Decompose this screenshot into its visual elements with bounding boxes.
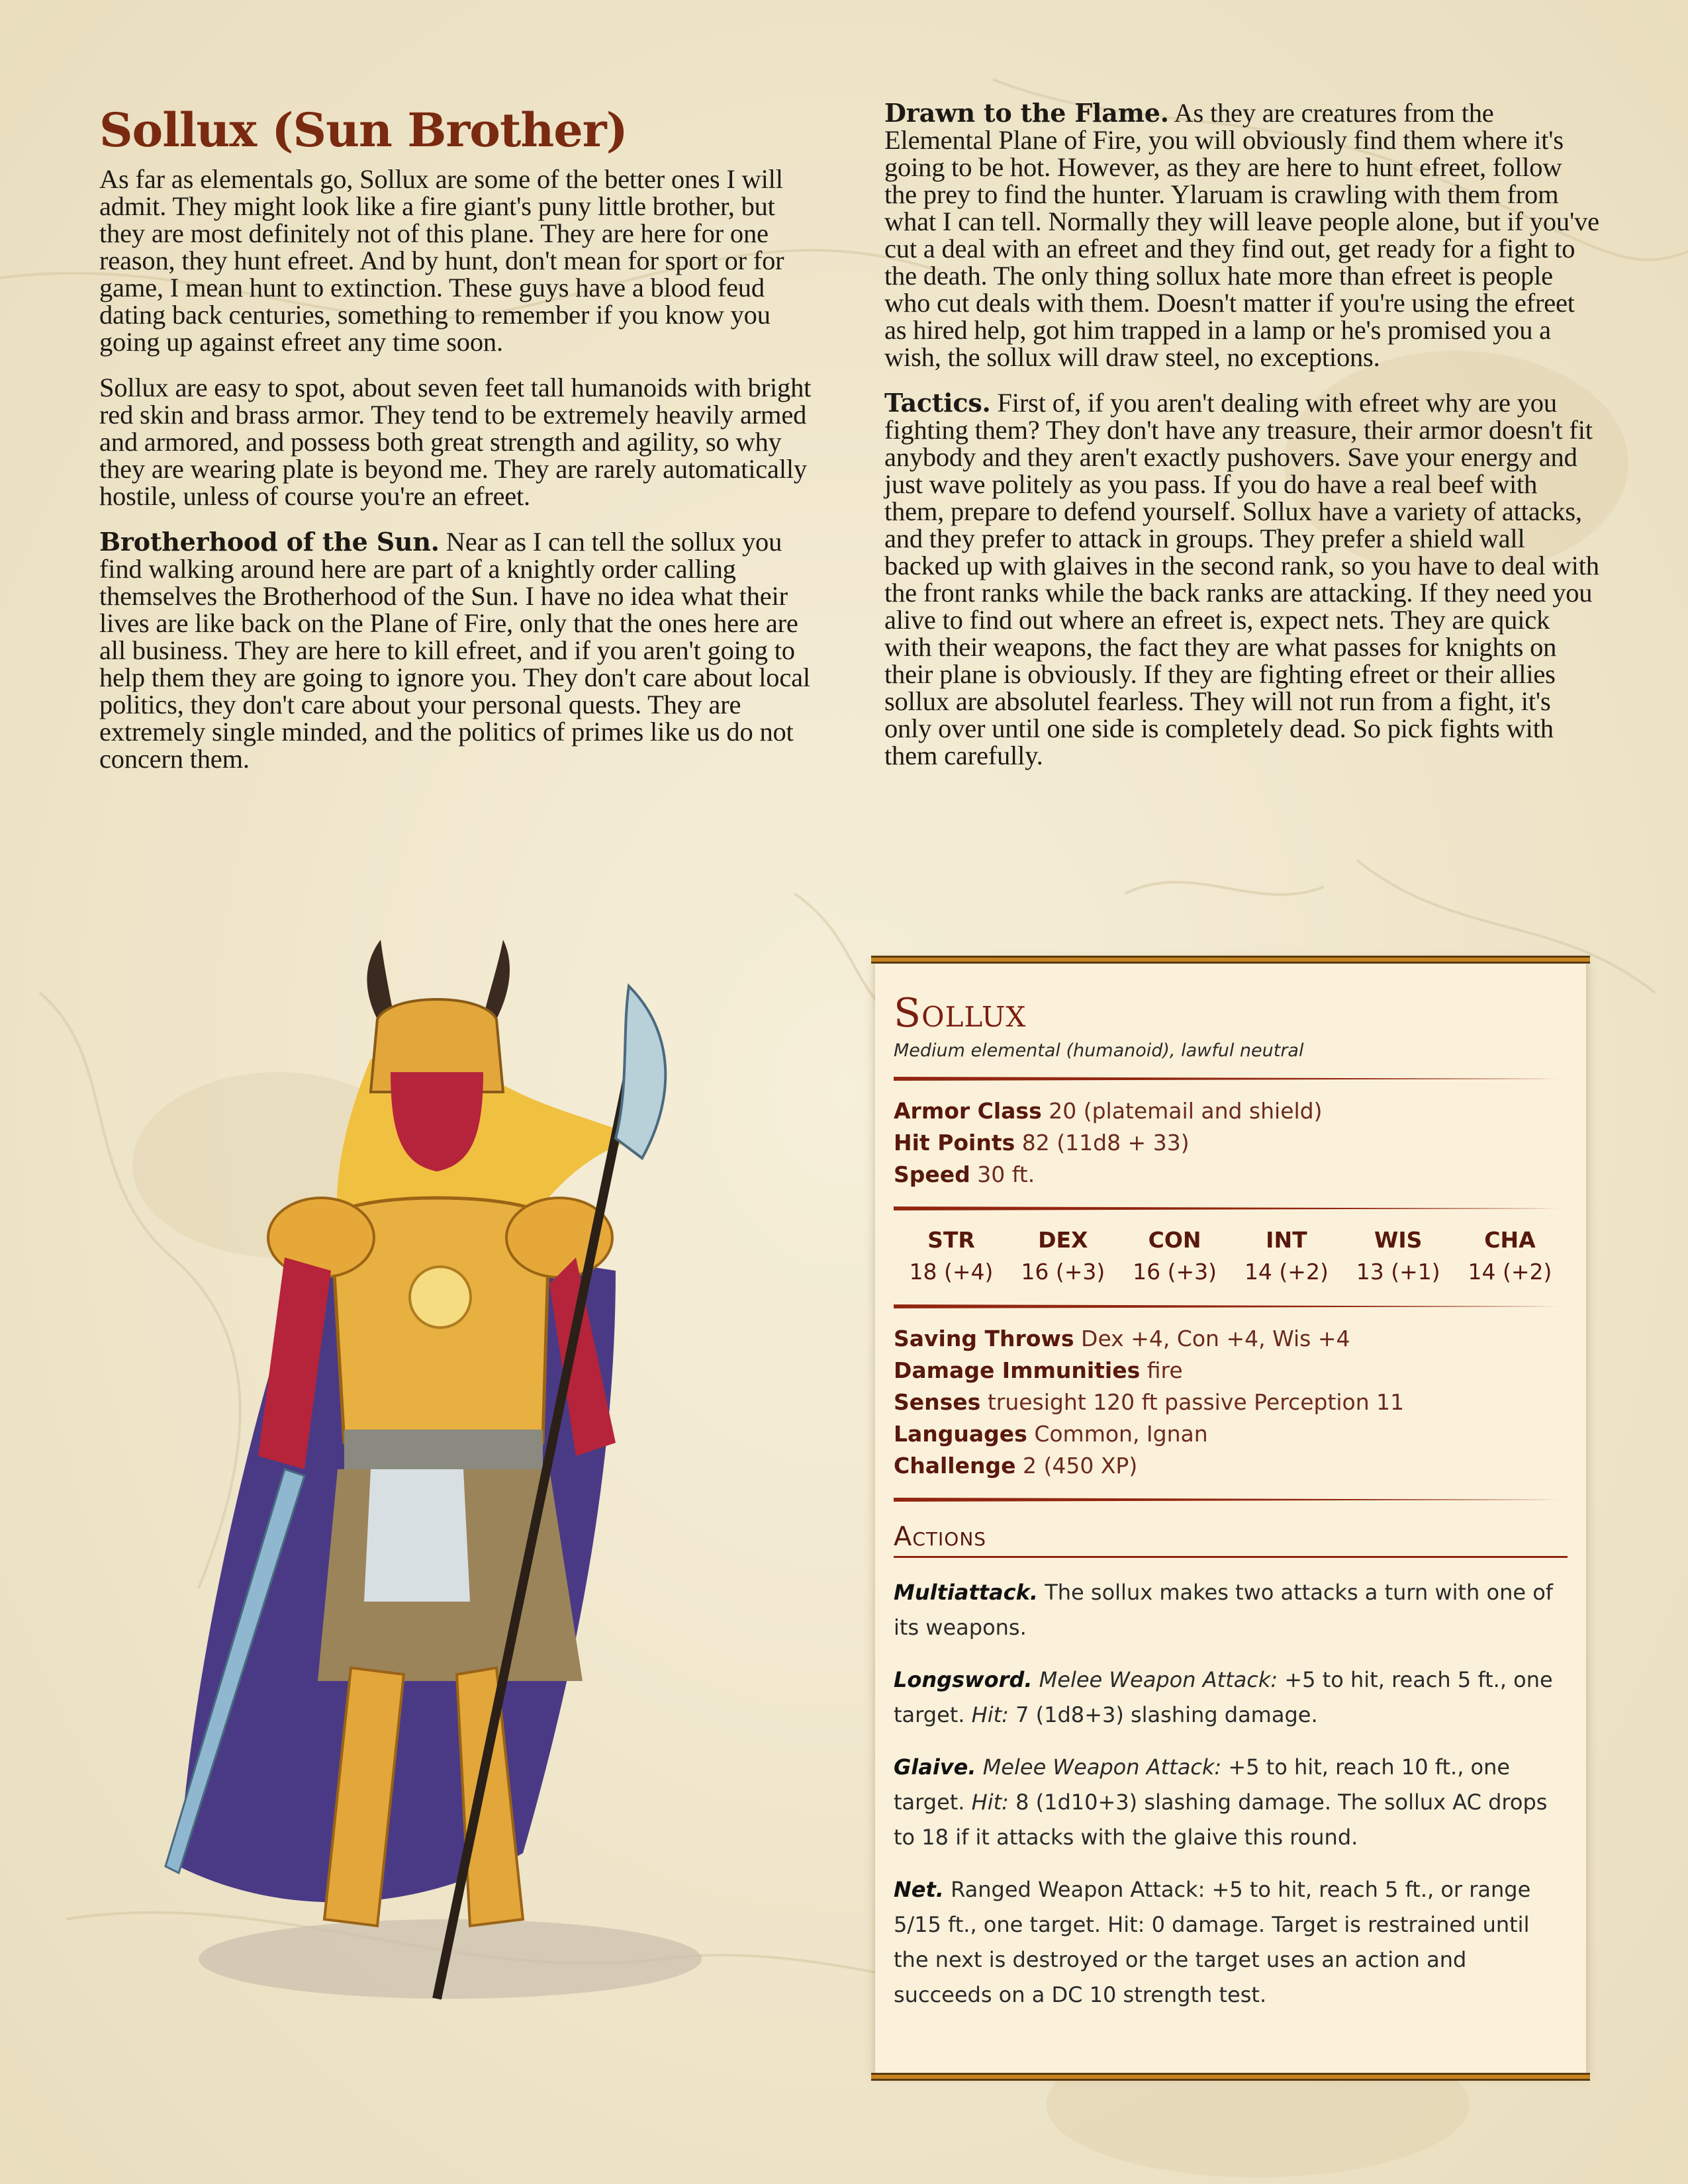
flame-paragraph (884, 99, 1599, 371)
action-text: +5 to hit, reach 5 ft., one target. (894, 1667, 1553, 1727)
brotherhood-heading: Brotherhood of the Sun. (99, 527, 440, 557)
ability-value: 13 (+1) (1356, 1259, 1440, 1285)
page-title: Sollux (Sun Brother) (99, 103, 628, 158)
saving-throws-label: Saving Throws (894, 1326, 1074, 1351)
monster-name: Sollux (894, 990, 1027, 1036)
action-name: Longsword. (894, 1667, 1033, 1692)
stat-block-top-bar (871, 956, 1590, 964)
intro-paragraph: As far as elementals go, Sollux are some of the better ones I will admit. They might look like a fire giant's puny little brother, but they are most definitely not of this plane. They are here for one reason, they hunt efreet. And by hunt, don't mean for sport or for game, I mean hunt to extinction. These guys have a blood feud dating back centuries, something to remember if you know you going up against efreet any time soon. (99, 164, 784, 357)
ability-value: 14 (+2) (1244, 1259, 1329, 1285)
monster-type: Medium elemental (humanoid), lawful neutral (894, 1040, 1304, 1061)
stat-block-bottom-bar (871, 2073, 1590, 2081)
ability-value: 18 (+4) (909, 1259, 994, 1285)
action-damage: 8 (1d10+3) slashing damage. The sollux AC drops to 18 if it attacks with the glaive this round. (894, 1790, 1548, 1850)
flame-text: As they are creatures from the Elemental Plane of Fire, you will obviously find them where it's going to be hot. However, as they are here to hunt efreet, follow the prey to find the hunter. Ylaruam is crawling with them from what I can tell. Normally they will leave people alone, but if you've cut a deal with an efreet and they find out, get ready for a fight to the death. The only thing sollux hate more than efreet is people who cut deals with them. Doesn't matter if you're using the efreet as hired help, got him trapped in a lamp or he's promised you a wish, the sollux will draw steel, no exceptions. (884, 98, 1599, 372)
ability-name: WIS (1374, 1227, 1423, 1253)
ability-value: 16 (+3) (1133, 1259, 1217, 1285)
armor-class-value: 20 (platemail and shield) (1049, 1098, 1323, 1124)
divider (894, 1206, 1568, 1210)
ability-wis (1348, 1225, 1448, 1289)
divider (894, 1077, 1568, 1081)
challenge (894, 1450, 1568, 1482)
stat-block (875, 961, 1586, 2075)
action-longsword (894, 1662, 1568, 1733)
action-text: Ranged Weapon Attack: +5 to hit, reach 5 ft., or range 5/15 ft., one target. Hit: 0 damage. Target is restrained until the next is destroyed or the target uses an action and succeeds on a DC 10 strength test. (894, 1877, 1531, 2007)
tactics-heading: Tactics. (884, 388, 991, 418)
ability-int (1237, 1225, 1336, 1289)
ability-name: DEX (1038, 1227, 1088, 1253)
speed (894, 1159, 1568, 1191)
right-column (884, 99, 1599, 788)
action-name: Net. (894, 1877, 944, 1902)
ability-name: INT (1266, 1227, 1307, 1253)
senses (894, 1387, 1568, 1418)
speed-label: Speed (894, 1161, 970, 1187)
damage-immunities-label: Damage Immunities (894, 1357, 1141, 1383)
ability-value: 14 (+2) (1468, 1259, 1552, 1285)
languages (894, 1418, 1568, 1450)
languages-value: Common, Ignan (1034, 1421, 1208, 1447)
ability-value: 16 (+3) (1021, 1259, 1105, 1285)
hit-points-value: 82 (11d8 + 33) (1021, 1130, 1190, 1156)
action-name: Multiattack. (894, 1580, 1039, 1605)
ability-cha (1460, 1225, 1560, 1289)
senses-value: truesight 120 ft passive Perception 11 (987, 1389, 1405, 1415)
brotherhood-paragraph (99, 528, 814, 772)
speed-value: 30 ft. (977, 1161, 1035, 1187)
divider (894, 1304, 1568, 1308)
saving-throws (894, 1323, 1568, 1355)
senses-label: Senses (894, 1389, 981, 1415)
action-multiattack (894, 1575, 1568, 1645)
hit-points (894, 1127, 1568, 1159)
flame-heading: Drawn to the Flame. (884, 98, 1169, 128)
ability-name: CHA (1484, 1227, 1536, 1253)
actions-heading: Actions (894, 1522, 1568, 1558)
sollux-warrior-illustration (152, 940, 748, 2019)
armor-class-label: Armor Class (894, 1098, 1042, 1124)
attack-type: Melee Weapon Attack: (976, 1754, 1222, 1780)
challenge-value: 2 (450 XP) (1022, 1453, 1138, 1479)
ability-dex (1013, 1225, 1113, 1289)
hit-label: Hit: (971, 1702, 1009, 1727)
ability-con (1125, 1225, 1225, 1289)
appearance-paragraph: Sollux are easy to spot, about seven feet tall humanoids with bright red skin and brass armor. They tend to be extremely heavily armed and armored, and possess both great strength and agility, so why they are wearing plate is beyond me. They are rarely automatically hostile, unless of course you're an efreet. (99, 373, 812, 511)
ability-name: CON (1148, 1227, 1201, 1253)
action-glaive (894, 1750, 1568, 1855)
armor-class (894, 1095, 1568, 1127)
hit-label: Hit: (971, 1790, 1009, 1815)
action-net (894, 1872, 1568, 2013)
ability-str (902, 1225, 1001, 1289)
divider (894, 1498, 1568, 1502)
saving-throws-value: Dex +4, Con +4, Wis +4 (1081, 1326, 1350, 1351)
challenge-label: Challenge (894, 1453, 1016, 1479)
languages-label: Languages (894, 1421, 1027, 1447)
action-text: +5 to hit, reach 10 ft., one target. (894, 1754, 1511, 1815)
attack-type: Melee Weapon Attack: (1032, 1667, 1278, 1692)
hit-points-label: Hit Points (894, 1130, 1015, 1156)
action-text: The sollux makes two attacks a turn with one of its weapons. (894, 1580, 1554, 1640)
damage-immunities-value: fire (1147, 1357, 1183, 1383)
action-name: Glaive. (894, 1754, 976, 1780)
left-column (99, 101, 814, 791)
damage-immunities (894, 1355, 1568, 1387)
tactics-paragraph (884, 389, 1599, 769)
ability-scores (894, 1225, 1568, 1289)
tactics-text: First of, if you aren't dealing with efreet why are you fighting them? They don't have any treasure, their armor doesn't fit anybody and they aren't exactly pushovers. Save your energy and just wave politely as you pass. If you do have a real beef with them, prepare to defend yourself. Sollux have a variety of attacks, and they prefer to attack in groups. They prefer a shield wall backed up with glaives in the second rank, so you have to deal with the front ranks while the back ranks are attacking. If they need you alive to find out where an efreet is, expect nets. They are quick with their weapons, the fact they are what passes for knights on their plane is obviously. If they are fighting efreet or their allies sollux are absolutel fearless. They will not run from a fight, it's only over until one side is completely dead. So pick fights with them carefully. (884, 388, 1599, 770)
brotherhood-text: Near as I can tell the sollux you find walking around here are part of a knightly order calling themselves the Brotherhood of the Sun. I have no idea what their lives are like back on the Plane of Fire, only that the ones here are all business. They are here to kill efreet, and if you aren't going to help them they are going to ignore you. They don't care about local politics, they don't care about your personal quests. They are extremely single minded, and the politics of primes like us do not concern them. (99, 527, 810, 774)
ability-name: STR (927, 1227, 975, 1253)
action-damage: 7 (1d8+3) slashing damage. (1008, 1702, 1318, 1727)
